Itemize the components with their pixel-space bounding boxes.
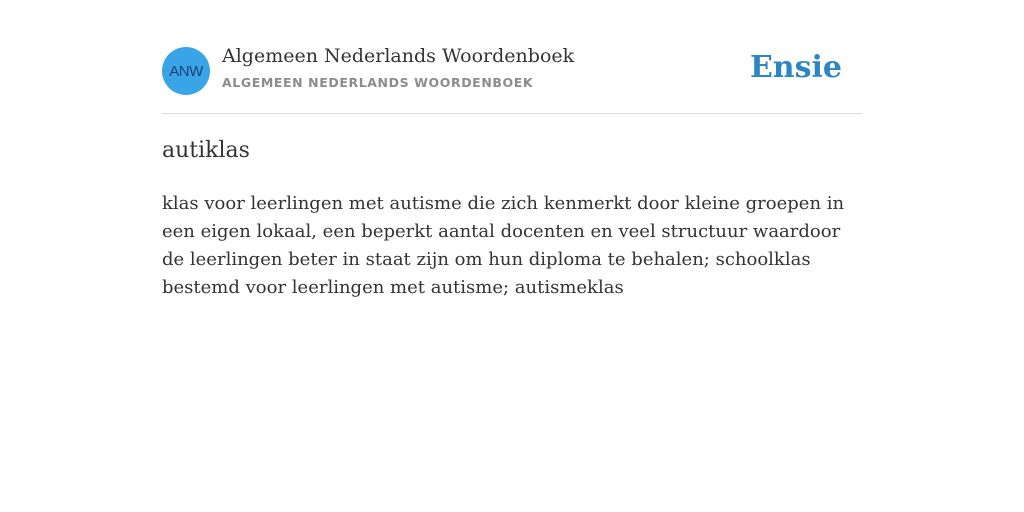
source-subtitle: ALGEMEEN NEDERLANDS WOORDENBOEK: [222, 75, 534, 90]
entry-word: autiklas: [162, 138, 250, 163]
entry-definition: klas voor leerlingen met autisme die zich kenmerkt door kleine groepen in een eigen lokaal, een beperkt aantal docenten en veel structuur waardoor de leerlingen beter in staat zijn om hun diploma te behalen; schoolklas bestemd voor leerlingen met autisme; autismeklas: [162, 193, 845, 298]
source-logo-text: ANW: [169, 62, 203, 80]
ensie-logo[interactable]: Ensie: [749, 50, 842, 85]
entry-header: [162, 0, 862, 114]
entry-card: [162, 0, 862, 298]
source-logo[interactable]: [162, 47, 210, 95]
source-title[interactable]: Algemeen Nederlands Woordenboek: [222, 45, 575, 67]
